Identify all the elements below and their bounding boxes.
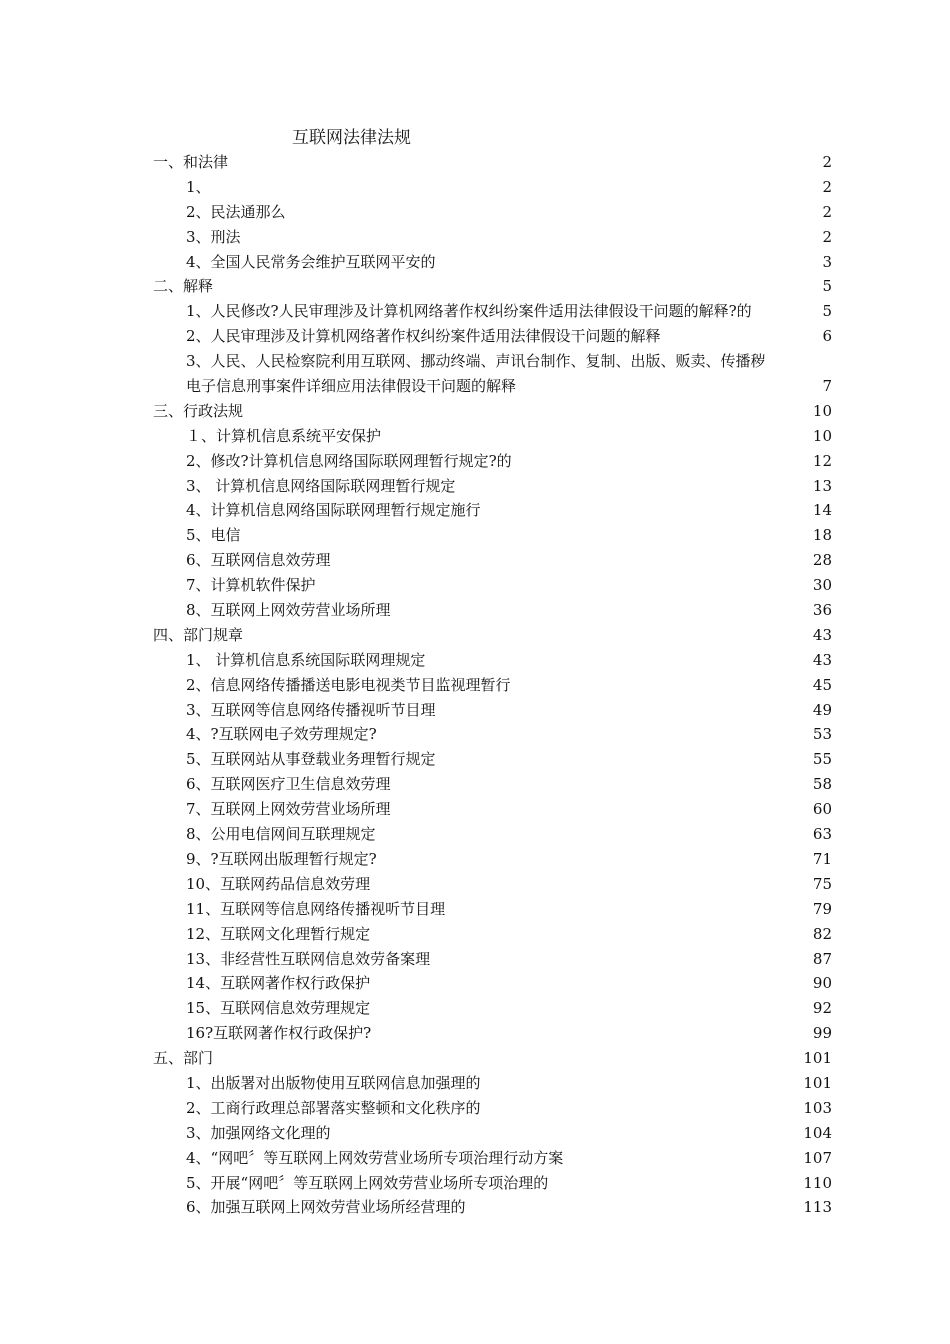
toc-entry bbox=[153, 349, 832, 374]
toc-entry-page-number: 53 bbox=[812, 725, 832, 744]
toc-entry-page-number: 60 bbox=[812, 800, 832, 819]
toc-entry-label: 10、互联网药品信息效劳理 bbox=[186, 874, 371, 893]
toc-entry-page-number: 104 bbox=[803, 1123, 832, 1142]
table-of-contents bbox=[153, 150, 832, 1220]
toc-entry-page-number: 18 bbox=[812, 526, 832, 545]
toc-entry-page-number: 10 bbox=[812, 401, 832, 420]
toc-entry-page-number: 6 bbox=[822, 327, 832, 346]
toc-entry-label: 4、全国人民常务会维护互联网平安的 bbox=[186, 252, 436, 271]
toc-entry-page-number: 28 bbox=[812, 551, 832, 570]
toc-entry-label: 6、加强互联网上网效劳营业场所经营理的 bbox=[186, 1198, 466, 1217]
toc-entry-label: 3、刑法 bbox=[186, 227, 241, 246]
toc-entry-label: 12、互联网文化理暂行规定 bbox=[186, 924, 371, 943]
toc-entry-label: 8、公用电信网间互联理规定 bbox=[186, 825, 376, 844]
toc-entry bbox=[153, 274, 832, 299]
toc-entry bbox=[153, 722, 832, 747]
toc-entry-label: 2、修改?计算机信息网络国际联网理暂行规定?的 bbox=[186, 451, 512, 470]
toc-entry-label: 三、行政法规 bbox=[153, 401, 244, 420]
toc-entry bbox=[153, 225, 832, 250]
toc-entry bbox=[153, 822, 832, 847]
toc-entry-page-number: 101 bbox=[803, 1073, 832, 1092]
toc-entry-label: 1、 bbox=[186, 177, 211, 196]
toc-entry-page-number: 14 bbox=[812, 501, 832, 520]
toc-entry bbox=[153, 947, 832, 972]
toc-entry bbox=[153, 922, 832, 947]
toc-entry-page-number: 12 bbox=[812, 451, 832, 470]
toc-entry-label: 7、互联网上网效劳营业场所理 bbox=[186, 800, 391, 819]
toc-entry bbox=[153, 623, 832, 648]
toc-entry bbox=[153, 449, 832, 474]
toc-entry bbox=[153, 548, 832, 573]
toc-entry bbox=[153, 698, 832, 723]
toc-entry bbox=[153, 1096, 832, 1121]
toc-entry-page-number: 71 bbox=[812, 849, 832, 868]
toc-entry-page-number: 13 bbox=[812, 476, 832, 495]
toc-entry-page-number: 49 bbox=[812, 700, 832, 719]
toc-entry bbox=[153, 772, 832, 797]
toc-entry-label: 3、互联网等信息网络传播视听节目理 bbox=[186, 700, 436, 719]
toc-entry-page-number: 87 bbox=[812, 949, 832, 968]
toc-entry-label: 8、互联网上网效劳营业场所理 bbox=[186, 601, 391, 620]
toc-entry-page-number: 2 bbox=[822, 177, 832, 196]
toc-entry-page-number: 7 bbox=[822, 377, 832, 396]
toc-entry-page-number: 90 bbox=[812, 974, 832, 993]
toc-entry bbox=[153, 1121, 832, 1146]
toc-entry-label: 3、人民、人民检察院利用互联网、挪动终端、声讯台制作、复制、出版、贩卖、传播秽 bbox=[186, 352, 766, 371]
toc-entry-page-number: 101 bbox=[803, 1049, 832, 1068]
toc-entry-page-number: 10 bbox=[812, 426, 832, 445]
toc-entry-label: 3、加强网络文化理的 bbox=[186, 1123, 331, 1142]
toc-entry-label: 16?互联网著作权行政保护? bbox=[186, 1024, 372, 1043]
toc-entry bbox=[153, 250, 832, 275]
toc-entry-label: 2、工商行政理总部署落实整顿和文化秩序的 bbox=[186, 1098, 481, 1117]
toc-entry bbox=[153, 1021, 832, 1046]
toc-entry-label: 1、人民修改?人民审理涉及计算机网络著作权纠纷案件适用法律假设干问题的解释?的 bbox=[186, 302, 752, 321]
toc-entry-label: 2、人民审理涉及计算机网络著作权纠纷案件适用法律假设干问题的解释 bbox=[186, 327, 661, 346]
toc-entry bbox=[153, 747, 832, 772]
toc-entry-label: 一、和法律 bbox=[153, 153, 229, 171]
toc-entry-page-number: 55 bbox=[812, 750, 832, 769]
toc-entry bbox=[153, 897, 832, 922]
toc-entry bbox=[153, 1195, 832, 1220]
toc-entry-page-number: 45 bbox=[812, 675, 832, 694]
document-title: 互联网法律法规 bbox=[292, 128, 411, 148]
toc-entry-label: 15、互联网信息效劳理规定 bbox=[186, 999, 371, 1018]
toc-entry-label: 7、计算机软件保护 bbox=[186, 576, 316, 595]
toc-entry-page-number: 110 bbox=[803, 1173, 832, 1192]
toc-entry-page-number: 99 bbox=[812, 1024, 832, 1043]
toc-entry bbox=[153, 971, 832, 996]
toc-entry-label: 1、出版署对出版物使用互联网信息加强理的 bbox=[186, 1073, 481, 1092]
toc-entry bbox=[153, 324, 832, 349]
toc-entry-label: 2、信息网络传播播送电影电视类节目监视理暂行 bbox=[186, 675, 511, 694]
toc-entry-page-number: 5 bbox=[822, 277, 832, 296]
toc-entry-page-number: 43 bbox=[812, 650, 832, 669]
toc-entry bbox=[153, 598, 832, 623]
toc-entry-page-number: 113 bbox=[803, 1198, 832, 1217]
toc-entry-page-number: 3 bbox=[822, 252, 832, 271]
toc-entry bbox=[153, 523, 832, 548]
toc-entry bbox=[153, 1046, 832, 1071]
toc-entry-page-number: 82 bbox=[812, 924, 832, 943]
toc-entry bbox=[153, 399, 832, 424]
toc-entry-label: 9、?互联网出版理暂行规定? bbox=[186, 849, 377, 868]
toc-entry bbox=[153, 498, 832, 523]
toc-entry-page-number: 103 bbox=[803, 1098, 832, 1117]
toc-entry bbox=[153, 150, 832, 175]
toc-entry-label: 13、非经营性互联网信息效劳备案理 bbox=[186, 949, 431, 968]
toc-entry-label: 14、互联网著作权行政保护 bbox=[186, 974, 371, 993]
toc-entry bbox=[153, 573, 832, 598]
toc-entry-page-number: 43 bbox=[812, 625, 832, 644]
toc-entry bbox=[153, 474, 832, 499]
toc-entry bbox=[153, 673, 832, 698]
toc-entry-label: １、计算机信息系统平安保护 bbox=[186, 426, 382, 445]
toc-entry-label: 2、民法通那么 bbox=[186, 202, 286, 221]
toc-entry-label: 电子信息刑事案件详细应用法律假设干问题的解释 bbox=[186, 377, 517, 396]
toc-entry-page-number: 79 bbox=[812, 899, 832, 918]
toc-entry-page-number: 2 bbox=[822, 153, 832, 171]
toc-entry-label: 二、解释 bbox=[153, 277, 214, 296]
toc-entry bbox=[153, 175, 832, 200]
toc-entry bbox=[153, 200, 832, 225]
toc-entry bbox=[153, 299, 832, 324]
toc-entry bbox=[153, 424, 832, 449]
toc-entry-label: 6、互联网医疗卫生信息效劳理 bbox=[186, 775, 391, 794]
toc-entry bbox=[153, 1146, 832, 1171]
toc-entry-label: 4、?互联网电子效劳理规定? bbox=[186, 725, 377, 744]
toc-entry-page-number: 36 bbox=[812, 601, 832, 620]
toc-entry bbox=[153, 996, 832, 1021]
toc-entry-page-number: 58 bbox=[812, 775, 832, 794]
toc-entry bbox=[153, 1171, 832, 1196]
toc-entry-label: 五、部门 bbox=[153, 1049, 214, 1068]
toc-entry bbox=[153, 374, 832, 399]
toc-entry bbox=[153, 1071, 832, 1096]
toc-entry-label: 6、互联网信息效劳理 bbox=[186, 551, 331, 570]
toc-entry-page-number: 30 bbox=[812, 576, 832, 595]
toc-entry-page-number: 2 bbox=[822, 202, 832, 221]
toc-entry-page-number: 2 bbox=[822, 227, 832, 246]
toc-entry-page-number: 107 bbox=[803, 1148, 832, 1167]
toc-entry bbox=[153, 797, 832, 822]
toc-entry-label: 11、互联网等信息网络传播视听节目理 bbox=[186, 899, 446, 918]
toc-entry bbox=[153, 872, 832, 897]
toc-entry-label: 4、计算机信息网络国际联网理暂行规定施行 bbox=[186, 501, 481, 520]
toc-entry bbox=[153, 648, 832, 673]
toc-entry bbox=[153, 847, 832, 872]
toc-entry-page-number: 75 bbox=[812, 874, 832, 893]
toc-entry-label: 1、 计算机信息系统国际联网理规定 bbox=[186, 650, 426, 669]
toc-entry-label: 5、互联网站从事登载业务理暂行规定 bbox=[186, 750, 436, 769]
toc-entry-page-number: 92 bbox=[812, 999, 832, 1018]
toc-entry-label: 3、 计算机信息网络国际联网理暂行规定 bbox=[186, 476, 456, 495]
toc-entry-page-number: 5 bbox=[822, 302, 832, 321]
toc-entry-label: 四、部门规章 bbox=[153, 625, 244, 644]
toc-entry-label: 5、开展“网吧〞等互联网上网效劳营业场所专项治理的 bbox=[186, 1173, 549, 1192]
toc-entry-label: 4、“网吧〞等互联网上网效劳营业场所专项治理行动方案 bbox=[186, 1148, 564, 1167]
toc-entry-page-number: 63 bbox=[812, 825, 832, 844]
toc-entry-label: 5、电信 bbox=[186, 526, 241, 545]
